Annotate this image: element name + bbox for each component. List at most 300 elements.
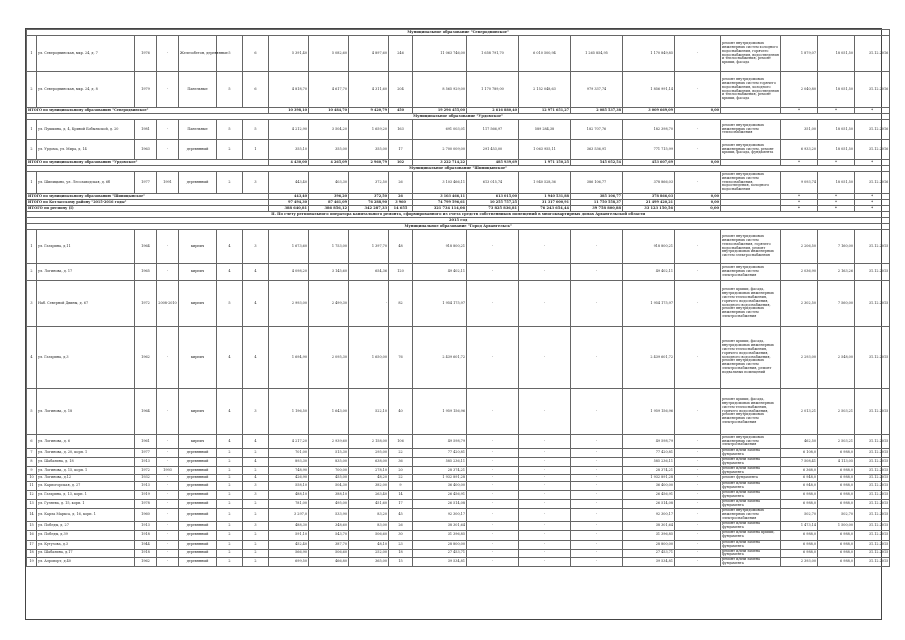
cell-fl: 2 — [217, 558, 243, 567]
cell-a2: 2 939,60 — [309, 435, 349, 449]
cell-en: 4 — [243, 264, 269, 281]
cell-y1: 1981 — [135, 120, 157, 140]
cell-c1: - — [467, 475, 519, 482]
cell-c4: 26 456,91 — [623, 491, 675, 500]
cell-addr: ул. Логинова, д. 15, корп. 1 — [37, 466, 135, 475]
cell-a3: 506,60 — [349, 530, 389, 540]
cell-c: 26 456,91 — [413, 491, 467, 500]
cell-ppl: 102 — [389, 160, 413, 166]
cell-p2: * — [818, 206, 855, 212]
cell-a2: 515,30 — [309, 449, 349, 458]
cell-c2: 1 971 150,25 — [519, 160, 571, 166]
cell-p2: 7 560,00 — [818, 281, 855, 327]
cell-p3: 31.12.2015 — [855, 457, 890, 466]
cell-c3: 385 106,77 — [571, 194, 623, 200]
cell-c: 918 800,21 — [413, 230, 467, 264]
cell-c: 2 700 009,00 — [413, 140, 467, 160]
cell-a1: 426,90 — [269, 475, 309, 482]
cell-addr: ул. Гуляева, д. 15, корп. 1 — [37, 500, 135, 509]
cell-p1: 6 368,0 — [781, 466, 818, 475]
cell-works: ремонт и/или замена фундамента — [721, 466, 781, 475]
cell-c2: - — [519, 549, 571, 558]
cell-a3: 342 287,33 — [349, 206, 389, 212]
cell-a2: 466,80 — [309, 558, 349, 567]
cell-c2: 1 940 531,88 — [519, 194, 571, 200]
cell-c1: - — [467, 558, 519, 567]
cell-en: 3 — [243, 230, 269, 264]
cell-a2: 506,60 — [309, 549, 349, 558]
cell-y2: - — [157, 36, 179, 72]
cell-n: 4 — [27, 327, 37, 389]
cell-mat: деревянный — [179, 140, 217, 160]
cell-fl: 2 — [217, 540, 243, 549]
cell-c2: - — [519, 466, 571, 475]
cell-addr: ул. Гагарина, д.11 — [37, 230, 135, 264]
cell-y2: - — [157, 389, 179, 435]
cell-c1: - — [467, 264, 519, 281]
cell-addr: ул. Логинова, д. 20, корп. 1 — [37, 449, 135, 458]
cell-c4: 26 514,08 — [623, 500, 675, 509]
cell-fl: 2 — [217, 491, 243, 500]
cell-c2: - — [519, 449, 571, 458]
cell-a3: 372,50 — [349, 172, 389, 194]
cell-a2: 504,30 — [309, 482, 349, 491]
cell-n: 14 — [27, 508, 37, 521]
cell-a3: 76 288,90 — [349, 200, 389, 206]
cell-c1: 613 015,74 — [467, 172, 519, 194]
cell-p2: 6 988,0 — [818, 475, 855, 482]
cell-c: 28 800,00 — [413, 540, 467, 549]
cell-p3: 31.12.2015 — [855, 281, 890, 327]
cell-p3: 31.12.2015 — [855, 389, 890, 435]
cell-c5: - — [675, 120, 721, 140]
cell-c3: - — [571, 475, 623, 482]
cell-p3: 31.12.2015 — [855, 475, 890, 482]
cell-y1: 1932 — [135, 475, 157, 482]
cell-fl: 2 — [217, 475, 243, 482]
table-row — [27, 457, 890, 466]
cell-c4: 49 402,11 — [623, 264, 675, 281]
cell-c: 49 402,11 — [413, 264, 467, 281]
cell-works: ремонт и/или замена фундамента — [721, 549, 781, 558]
cell-c1: 291 453,00 — [467, 140, 519, 160]
cell-ppl: 20 — [389, 466, 413, 475]
cell-p3: 31.12.2015 — [855, 435, 890, 449]
cell-c: 36 400,00 — [413, 482, 467, 491]
cell-c5: - — [675, 449, 721, 458]
cell-a1: 591,10 — [269, 530, 309, 540]
cell-c3: - — [571, 435, 623, 449]
cell-en: 2 — [243, 500, 269, 509]
cell-works: ремонт внутридомовых инженерных систем холодного водоснабжения, горячего водоснабжения, водоотведения и теплоснабжения, ремонт крыши, фасада — [721, 36, 781, 72]
cell-c4: 771 715,99 — [623, 140, 675, 160]
cell-c5: - — [675, 435, 721, 449]
cell-c4: 31 396,85 — [623, 530, 675, 540]
cell-works: ремонт и/или замена фундамента — [721, 558, 781, 567]
cell-mat: кирпич — [179, 435, 217, 449]
cell-ppl: 82 — [389, 281, 413, 327]
cell-c: 691 003,01 — [413, 120, 467, 140]
cell-y2: 2008-2010 — [157, 281, 179, 327]
cell-a3: 1 397,70 — [349, 230, 389, 264]
part2-heading-title: II. По счету регионального оператора капитального ремонта, сформированного из счета средств собственников помещений в многоквартирных домах Архангельской области — [27, 212, 890, 218]
cell-y1: 1962 — [135, 558, 157, 567]
cell-ppl: 76 — [389, 327, 413, 389]
cell-a3: 355,00 — [349, 140, 389, 160]
cell-p2: 18 051,50 — [818, 140, 855, 160]
cell-p2: 6 988,0 — [818, 530, 855, 540]
cell-c2: 589 284,38 — [519, 120, 571, 140]
cell-p2: 6 988,0 — [818, 500, 855, 509]
cell-p2: 6 988,0 — [818, 549, 855, 558]
table-row — [27, 230, 890, 264]
cell-y1: 1961 — [135, 435, 157, 449]
cell-p2: * — [818, 194, 855, 200]
cell-p2: 18 051,50 — [818, 72, 855, 108]
cell-c4: 28 374,21 — [623, 466, 675, 475]
cell-a3: 48,10 — [349, 540, 389, 549]
cell-c1: - — [467, 508, 519, 521]
table-row — [27, 36, 890, 72]
cell-p3: 31.12.2015 — [855, 558, 890, 567]
cell-n: 11 — [27, 482, 37, 491]
cell-a3: 1 650,00 — [349, 327, 389, 389]
cell-p2: 18 051,50 — [818, 120, 855, 140]
cell-a2: 2 499,30 — [309, 281, 349, 327]
cell-y2: - — [157, 491, 179, 500]
cell-p2: * — [818, 108, 855, 114]
cell-ppl: 26 — [389, 521, 413, 530]
cell-p2: 502,70 — [818, 508, 855, 521]
cell-p1: 2 013,21 — [781, 389, 818, 435]
cell-works: ремонт и/или замена фундамента — [721, 540, 781, 549]
cell-ppl: 204 — [389, 72, 413, 108]
table-row — [27, 540, 890, 549]
cell-a2: 1 753,00 — [309, 230, 349, 264]
cell-en: 2 — [243, 466, 269, 475]
cell-y2: - — [157, 475, 179, 482]
cell-c1: - — [467, 230, 519, 264]
cell-ppl: 40 — [389, 389, 413, 435]
cell-en: 3 — [243, 491, 269, 500]
cell-c4: 3 009 669,09 — [623, 108, 675, 114]
cell-ppl: 450 — [389, 108, 413, 114]
cell-a3: 451,60 — [349, 500, 389, 509]
cell-a1: 4 212,90 — [269, 120, 309, 140]
cell-addr: ул. Шабалина, д. 18 — [37, 457, 135, 466]
cell-c5: - — [675, 281, 721, 327]
cell-c5: - — [675, 327, 721, 389]
cell-c2: - — [519, 521, 571, 530]
cell-addr: ул. Победы, д.39 — [37, 530, 135, 540]
cell-a1: 781,00 — [269, 500, 309, 509]
cell-c3: 39 758 800,88 — [571, 206, 623, 212]
cell-y1: 1977 — [135, 172, 157, 194]
cell-y1: 1918 — [135, 549, 157, 558]
cell-n: 1 — [27, 172, 37, 194]
cell-c2: - — [519, 230, 571, 264]
cell-mat: деревянный — [179, 540, 217, 549]
cell-ppl: 26 — [389, 194, 413, 200]
cell-c: 27 453,71 — [413, 549, 467, 558]
cell-c4: 92 300,17 — [623, 508, 675, 521]
cell-fl: 5 — [217, 36, 243, 72]
cell-p1: 502,70 — [781, 508, 818, 521]
cell-addr: ул. Карпогорская, д. 27 — [37, 482, 135, 491]
cell-c1: - — [467, 530, 519, 540]
cell-works: ремонт и/или замена фундамента — [721, 449, 781, 458]
cell-mat: деревянный — [179, 482, 217, 491]
cell-p3: 31.12.2016 — [855, 72, 890, 108]
cell-c5: 0,00 — [675, 200, 721, 206]
cell-a2: 455,00 — [309, 475, 349, 482]
cell-c: 8 565 929,00 — [413, 72, 467, 108]
cell-y2: - — [157, 140, 179, 160]
cell-a2: 386 856,12 — [309, 206, 349, 212]
cell-p3: * — [855, 160, 890, 166]
cell-a2: 1 643,00 — [309, 389, 349, 435]
cell-p1: 6 988,0 — [781, 549, 818, 558]
cell-c3: 182 707,76 — [571, 120, 623, 140]
cell-addr: ул. Гагарина, д. 13, корп. 1 — [37, 491, 135, 500]
cell-p1: 6 988,0 — [781, 491, 818, 500]
cell-c1: 2 616 880,40 — [467, 108, 519, 114]
cell-p1: * — [781, 160, 818, 166]
cell-mat: деревянный — [179, 521, 217, 530]
cell-a2: 533,90 — [309, 508, 349, 521]
cell-c2: 76 243 654,44 — [519, 206, 571, 212]
cell-c4: 1 170 849,85 — [623, 36, 675, 72]
cell-c2: - — [519, 558, 571, 567]
table-row — [27, 389, 890, 435]
cell-p3: 31.12.2016 — [855, 172, 890, 194]
cell-c4: 378 866,03 — [623, 172, 675, 194]
cell-y2: - — [157, 530, 179, 540]
cell-mat: деревянный — [179, 172, 217, 194]
cell-ppl: 120 — [389, 264, 413, 281]
cell-c5: - — [675, 475, 721, 482]
cell-y1: 1972 — [135, 281, 157, 327]
cell-a1: 488,10 — [269, 491, 309, 500]
table-row — [27, 72, 890, 108]
cell-p3: * — [855, 206, 890, 212]
cell-c4: 453 607,69 — [623, 160, 675, 166]
cell-y1: 1979 — [135, 72, 157, 108]
cell-a1: 443,40 — [269, 172, 309, 194]
section-header-title: Муниципальное образование "Северодвинское" — [27, 30, 890, 36]
cell-n: 3 — [27, 281, 37, 327]
cell-a2: 403,30 — [309, 172, 349, 194]
cell-fl: 5 — [217, 120, 243, 140]
cell-addr: ул. Северодвинская, мкр. 24, д. 7 — [37, 36, 135, 72]
cell-c4: 38 301,64 — [623, 521, 675, 530]
cell-a2: 10 484,70 — [309, 108, 349, 114]
cell-y1: 1964 — [135, 230, 157, 264]
cell-p1: 2 036,90 — [781, 264, 818, 281]
cell-y1: 1913 — [135, 521, 157, 530]
cell-c1: - — [467, 389, 519, 435]
cell-a1: 1 673,60 — [269, 230, 309, 264]
cell-a1: 701,00 — [269, 449, 309, 458]
cell-a3: 365,00 — [349, 558, 389, 567]
cell-y2: - — [157, 457, 179, 466]
cell-c2: - — [519, 435, 571, 449]
cell-a3: 83,20 — [349, 508, 389, 521]
cell-c4: 2 439 601,72 — [623, 327, 675, 389]
cell-y2: - — [157, 449, 179, 458]
cell-works: ремонт и/или замена фундамента — [721, 482, 781, 491]
cell-works: ремонт крыши, фасада, внутридомовых инженерных систем теплоснабжения, горячего водоснабжения, ремонт внутридомовых инженерных систем электроснабжения — [721, 389, 781, 435]
cell-c4: 27 453,71 — [623, 549, 675, 558]
cell-fl: 2 — [217, 500, 243, 509]
cell-a1: 2 993,00 — [269, 281, 309, 327]
table-row — [27, 482, 890, 491]
cell-a2: 387,70 — [309, 540, 349, 549]
cell-a3: 9 420,79 — [349, 108, 389, 114]
cell-mat: Панельные — [179, 72, 217, 108]
cell-c3: - — [571, 540, 623, 549]
cell-c1: - — [467, 449, 519, 458]
table-row — [27, 558, 890, 567]
cell-c5: - — [675, 491, 721, 500]
cell-n: 16 — [27, 530, 37, 540]
cell-p3: 31.12.2015 — [855, 530, 890, 540]
cell-c: 26 514,08 — [413, 500, 467, 509]
cell-c: 1 932 891,28 — [413, 475, 467, 482]
cell-c1: - — [467, 521, 519, 530]
cell-addr: ул. Аэропорт, д.40 — [37, 558, 135, 567]
cell-c5: - — [675, 508, 721, 521]
cell-fl: 2 — [217, 549, 243, 558]
cell-p1: 1 879,07 — [781, 36, 818, 72]
cell-a1: 5 391,40 — [269, 36, 309, 72]
cell-c3: - — [571, 327, 623, 389]
cell-works: ремонт внутридомовых инженерных систем электроснабжения — [721, 264, 781, 281]
cell-y2: 1991 — [157, 172, 179, 194]
cell-y1: 1944 — [135, 540, 157, 549]
section-total-label: ИТОГО по муниципальному образованию "Северодвинское" — [27, 108, 269, 114]
cell-mat: Панельные — [179, 120, 217, 140]
cell-y1: 1913 — [135, 457, 157, 466]
cell-a3: 252,00 — [349, 549, 389, 558]
cell-c4: 77 420,81 — [623, 449, 675, 458]
cell-p2: 18 051,50 — [818, 172, 855, 194]
cell-fl: 4 — [217, 389, 243, 435]
cell-a2: 495,00 — [309, 500, 349, 509]
cell-en: 2 — [243, 558, 269, 567]
part2-section-header-title: Муниципальное образование "Город Архангельск" — [27, 224, 890, 230]
cell-p1: 2 040,80 — [781, 72, 818, 108]
cell-c3: - — [571, 281, 623, 327]
cell-p3: 31.12.2016 — [855, 36, 890, 72]
cell-n: 6 — [27, 435, 37, 449]
section-total-label: ИТОГО по муниципальному образованию "Шипицынское" — [27, 194, 269, 200]
cell-y2: - — [157, 230, 179, 264]
cell-c3: - — [571, 449, 623, 458]
cell-a2: 835,00 — [309, 457, 349, 466]
cell-en: 3 — [243, 482, 269, 491]
cell-addr: Наб. Северной Двины, д. 67 — [37, 281, 135, 327]
cell-n: 2 — [27, 140, 37, 160]
cell-a2: 4 617,70 — [309, 72, 349, 108]
cell-y2: - — [157, 549, 179, 558]
cell-a1: 452,40 — [269, 540, 309, 549]
cell-p3: 31.12.2015 — [855, 500, 890, 509]
cell-ppl: 9 — [389, 482, 413, 491]
cell-en: 4 — [243, 327, 269, 389]
cell-fl: 2 — [217, 521, 243, 530]
cell-mat: деревянный — [179, 466, 217, 475]
cell-ppl: 17 — [389, 140, 413, 160]
cell-a2: 348,60 — [309, 521, 349, 530]
cell-y2: - — [157, 264, 179, 281]
cell-p1: * — [781, 200, 818, 206]
cell-c3: - — [571, 500, 623, 509]
table-row — [27, 508, 890, 521]
table-row — [27, 521, 890, 530]
cell-c4: 1 856 991,14 — [623, 72, 675, 108]
cell-y1: 1960 — [135, 508, 157, 521]
cell-addr: ул. Шипицыно, ул. Лесозаводская, д. 6б — [37, 172, 135, 194]
cell-c1: 117 566,97 — [467, 120, 519, 140]
cell-a3: 4 311,60 — [349, 72, 389, 108]
cell-c: 2 439 601,72 — [413, 327, 467, 389]
cell-ppl: 26 — [389, 172, 413, 194]
cell-ppl: 18 — [389, 549, 413, 558]
section-total-label: ИТОГО по муниципальному образованию "Урдомское" — [27, 160, 269, 166]
cell-fl: 2 — [217, 172, 243, 194]
cell-fl: 4 — [217, 230, 243, 264]
cell-p3: * — [855, 108, 890, 114]
cell-a1: 10 398,10 — [269, 108, 309, 114]
cell-c3: - — [571, 549, 623, 558]
cell-c: 3 103 466,11 — [413, 172, 467, 194]
cell-en: 5 — [243, 120, 269, 140]
cell-addr: ул. Урдома, ул. Мира, д. 14 — [37, 140, 135, 160]
cell-a1: 355,10 — [269, 140, 309, 160]
cell-a2: 543,70 — [309, 530, 349, 540]
cell-y2: 1993 — [157, 466, 179, 475]
cell-fl: 2 — [217, 457, 243, 466]
cell-c4: 182 398,70 — [623, 120, 675, 140]
cell-c2: - — [519, 540, 571, 549]
cell-ppl: 45 — [389, 508, 413, 521]
cell-c2: 1 063 955,11 — [519, 140, 571, 160]
cell-c3: - — [571, 482, 623, 491]
cell-p1: 6 948,0 — [781, 482, 818, 491]
cell-c5: - — [675, 540, 721, 549]
cell-c3: - — [571, 230, 623, 264]
cell-en: 3 — [243, 172, 269, 194]
cell-c: 321 734 114,06 — [413, 206, 467, 212]
table-row — [27, 549, 890, 558]
cell-y1: 1962 — [135, 327, 157, 389]
cell-c3: 363 536,91 — [571, 140, 623, 160]
cell-n: 2 — [27, 72, 37, 108]
cell-works: ремонт и/или замена фундамента — [721, 491, 781, 500]
cell-y1: 1977 — [135, 449, 157, 458]
cell-a3: 263,40 — [349, 491, 389, 500]
cell-c: 39 534,81 — [413, 558, 467, 567]
cell-c2: 31 317 000,91 — [519, 200, 571, 206]
table-row — [27, 475, 890, 482]
cell-p3: 31.12.2016 — [855, 140, 890, 160]
cell-ppl: 48 — [389, 230, 413, 264]
cell-mat: кирпич — [179, 327, 217, 389]
cell-c3: - — [571, 264, 623, 281]
cell-p3: 31.12.2015 — [855, 540, 890, 549]
cell-c2: 6 010 500,94 — [519, 36, 571, 72]
